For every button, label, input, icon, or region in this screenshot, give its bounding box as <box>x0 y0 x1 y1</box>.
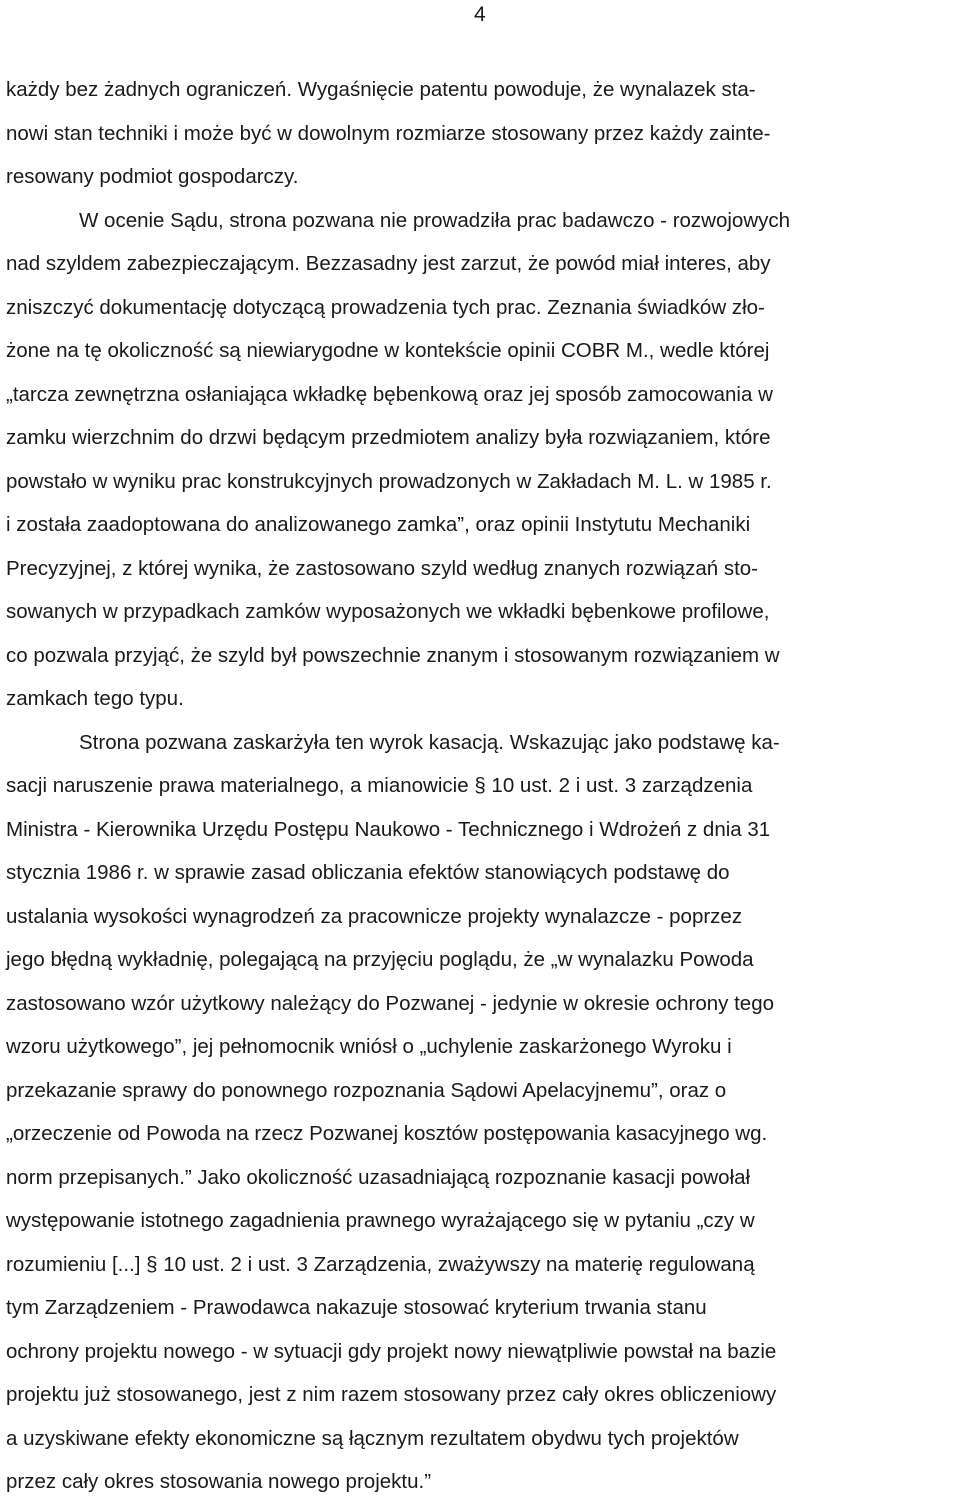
text-line: projektu już stosowanego, jest z nim razem stosowany przez cały okres obliczeniowy <box>6 1383 777 1406</box>
text-line: norm przepisanych.” Jako okoliczność uzasadniającą rozpoznanie kasacji powołał <box>6 1165 751 1189</box>
text-line: przekazanie sprawy do ponownego rozpoznania Sądowi Apelacyjnemu”, oraz o <box>6 1078 727 1102</box>
page-number: 4 <box>474 3 486 26</box>
text-line: stycznia 1986 r. w sprawie zasad obliczania efektów stanowiących podstawę do <box>6 861 730 884</box>
text-line: wzoru użytkowego”, jej pełnomocnik wniósł o „uchylenie zaskarżonego Wyroku i <box>6 1035 732 1058</box>
text-line: resowany podmiot gospodarczy. <box>6 165 299 188</box>
text-line: Precyzyjnej, z której wynika, że zastosowano szyld według znanych rozwiązań sto- <box>6 556 758 580</box>
document-body <box>6 68 960 1504</box>
text-line: przez cały okres stosowania nowego projektu.” <box>6 1470 432 1493</box>
text-line: Ministra - Kierownika Urzędu Postępu Naukowo - Technicznego i Wdrożeń z dnia 31 <box>6 817 771 841</box>
text-line: zastosowano wzór użytkowy należący do Pozwanej - jedynie w okresie ochrony tego <box>6 991 774 1015</box>
text-line: powstało w wyniku prac konstrukcyjnych prowadzonych w Zakładach M. L. w 1985 r. <box>6 469 772 493</box>
text-line: zamkach tego typu. <box>6 687 184 710</box>
text-line: jego błędną wykładnię, polegającą na przyjęciu poglądu, że „w wynalazku Powoda <box>6 948 754 971</box>
text-line: ochrony projektu nowego - w sytuacji gdy projekt nowy niewątpliwie powstał na bazie <box>6 1339 777 1363</box>
text-line: ustalania wysokości wynagrodzeń za pracownicze projekty wynalazcze - poprzez <box>6 904 743 928</box>
text-line: a uzyskiwane efekty ekonomiczne są łącznym rezultatem obydwu tych projektów <box>6 1426 739 1450</box>
text-line: i została zaadoptowana do analizowanego zamka”, oraz opinii Instytutu Mechaniki <box>6 513 751 536</box>
text-line: każdy bez żadnych ograniczeń. Wygaśnięcie patentu powoduje, że wynalazek sta- <box>6 78 756 101</box>
text-line: nad szyldem zabezpieczającym. Bezzasadny jest zarzut, że powód miał interes, aby <box>6 252 771 275</box>
text-line: występowanie istotnego zagadnienia prawnego wyrażającego się w pytaniu „czy w <box>6 1209 755 1232</box>
paragraph-first-line: Strona pozwana zaskarżyła ten wyrok kasacją. Wskazując jako podstawę ka- <box>79 730 780 754</box>
text-line: „orzeczenie od Powoda na rzecz Pozwanej kosztów postępowania kasacyjnego wg. <box>6 1122 768 1145</box>
text-line: tym Zarządzeniem - Prawodawca nakazuje stosować kryterium trwania stanu <box>6 1296 707 1319</box>
text-line: nowi stan techniki i może być w dowolnym rozmiarze stosowany przez każdy zainte- <box>6 121 771 145</box>
text-line: rozumieniu [...] § 10 ust. 2 i ust. 3 Zarządzenia, zważywszy na materię regulowaną <box>6 1252 755 1276</box>
text-line: co pozwala przyjąć, że szyld był powszechnie znanym i stosowanym rozwiązaniem w <box>6 643 780 667</box>
text-line: sacji naruszenie prawa materialnego, a mianowicie § 10 ust. 2 i ust. 3 zarządzenia <box>6 774 753 797</box>
text-line: „tarcza zewnętrzna osłaniająca wkładkę bębenkową oraz jej sposób zamocowania w <box>6 382 773 406</box>
text-line: sowanych w przypadkach zamków wyposażonych we wkładki bębenkowe profilowe, <box>6 600 770 623</box>
paragraph-first-line: W ocenie Sądu, strona pozwana nie prowadziła prac badawczo - rozwojowych <box>79 208 791 232</box>
text-line: zniszczyć dokumentację dotyczącą prowadzenia tych prac. Zeznania świadków zło- <box>6 295 765 319</box>
text-line: zamku wierzchnim do drzwi będącym przedmiotem analizy była rozwiązaniem, które <box>6 426 771 449</box>
text-line: żone na tę okoliczność są niewiarygodne w kontekście opinii COBR M., wedle której <box>6 339 770 362</box>
